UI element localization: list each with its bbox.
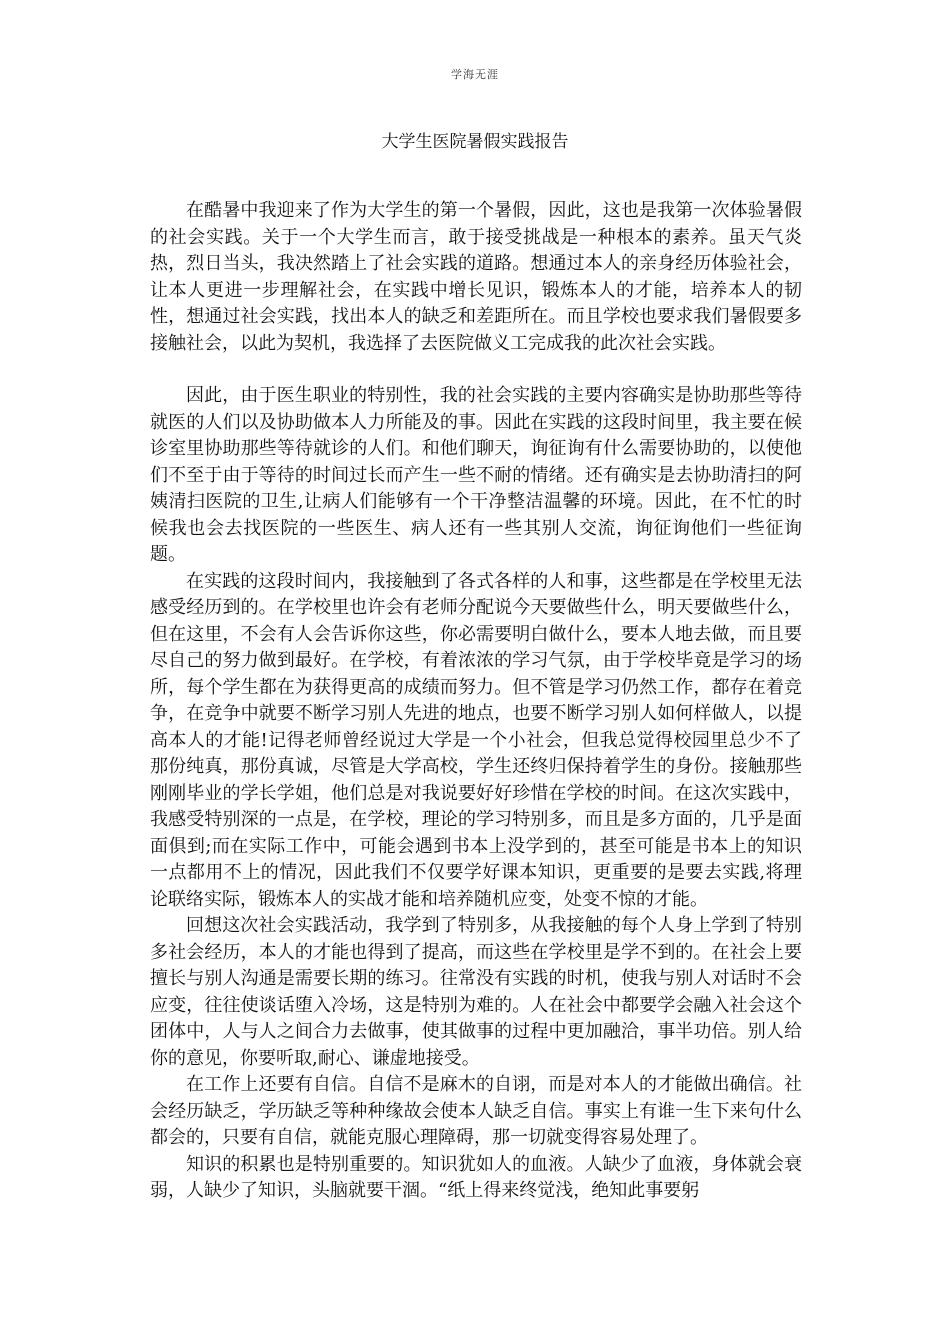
- page-header: 学海无涯: [451, 68, 499, 81]
- paragraph-1: 在酷暑中我迎来了作为大学生的第一个暑假，因此，这也是我第一次体验暑假的社会实践。关于一个大学生而言，敢于接受挑战是一种根本的素养。虽天气炎热，烈日当头，我决然踏上了社会实践的道路。想通过本人的亲身经历体验社会，让本人更进一步理解社会，在实践中增长见识，锻炼本人的才能，培养本人的韧性，想通过社会实践，找出本人的缺乏和差距所在。而且学校也要求我们暑假要多接触社会，以此为契机，我选择了去医院做义工完成我的此次社会实践。: [150, 200, 802, 354]
- paragraph-5: 在工作上还要有自信。自信不是麻木的自诩，而是对本人的才能做出确信。社会经历缺乏，学历缺乏等种种缘故会使本人缺乏自信。事实上有谁一生下来句什么都会的，只要有自信，就能克服心理障碍，那一切就变得容易处理了。: [150, 1074, 802, 1148]
- document-title: 大学生医院暑假实践报告: [381, 132, 569, 152]
- document-body: [150, 198, 802, 1205]
- paragraph-4: 回想这次社会实践活动，我学到了特别多，从我接触的每个人身上学到了特别多社会经历，本人的才能也得到了提高，而这些在学校里是学不到的。在社会上要擅长与别人沟通是需要长期的练习。往常没有实践的时机，使我与别人对话时不会应变，往往使谈话堕入冷场，这是特别为难的。人在社会中都要学会融入社会这个团体中，人与人之间合力去做事，使其做事的过程中更加融洽，事半功倍。别人给你的意见，你要听取,耐心、谦虚地接受。: [150, 915, 802, 1069]
- paragraph-6: 知识的积累也是特别重要的。知识犹如人的血液。人缺少了血液，身体就会衰弱，人缺少了知识，头脑就要干涸。“纸上得来终觉浅，绝知此事要躬: [150, 1153, 802, 1201]
- paragraph-2: 因此，由于医生职业的特别性，我的社会实践的主要内容确实是协助那些等待就医的人们以及协助做本人力所能及的事。因此在实践的这段时间里，我主要在候诊室里协助那些等待就诊的人们。和他们聊天，询征询有什么需要协助的，以使他们不至于由于等待的时间过长而产生一些不耐的情绪。还有确实是去协助清扫的阿姨清扫医院的卫生,让病人们能够有一个干净整洁温馨的环境。因此，在不忙的时候我也会去找医院的一些医生、病人还有一些其别人交流，询征询他们一些征询题。: [150, 385, 802, 565]
- paragraph-3: 在实践的这段时间内，我接触到了各式各样的人和事，这些都是在学校里无法感受经历到的。在学校里也许会有老师分配说今天要做些什么，明天要做些什么，但在这里，不会有人会告诉你这些，你必需要明白做什么，要本人地去做，而且要尽自己的努力做到最好。在学校，有着浓浓的学习气氛，由于学校毕竟是学习的场所，每个学生都在为获得更高的成绩而努力。但不管是学习仍然工作，都存在着竞争，在竞争中就要不断学习别人先进的地点，也要不断学习别人如何样做人，以提高本人的才能!记得老师曾经说过大学是一个小社会，但我总觉得校园里总少不了那份纯真，那份真诚，尽管是大学高校，学生还终归保持着学生的身份。接触那些刚刚毕业的学长学姐，他们总是对我说要好好珍惜在学校的时间。在这次实践中，我感受特别深的一点是，在学校，理论的学习特别多，而且是多方面的，几乎是面面俱到;而在实际工作中，可能会遇到书本上没学到的，甚至可能是书本上的知识一点都用不上的情况，因此我们不仅要学好课本知识，更重要的是要去实践,将理论联络实际，锻炼本人的实战才能和培养随机应变，处变不惊的才能。: [150, 570, 802, 910]
